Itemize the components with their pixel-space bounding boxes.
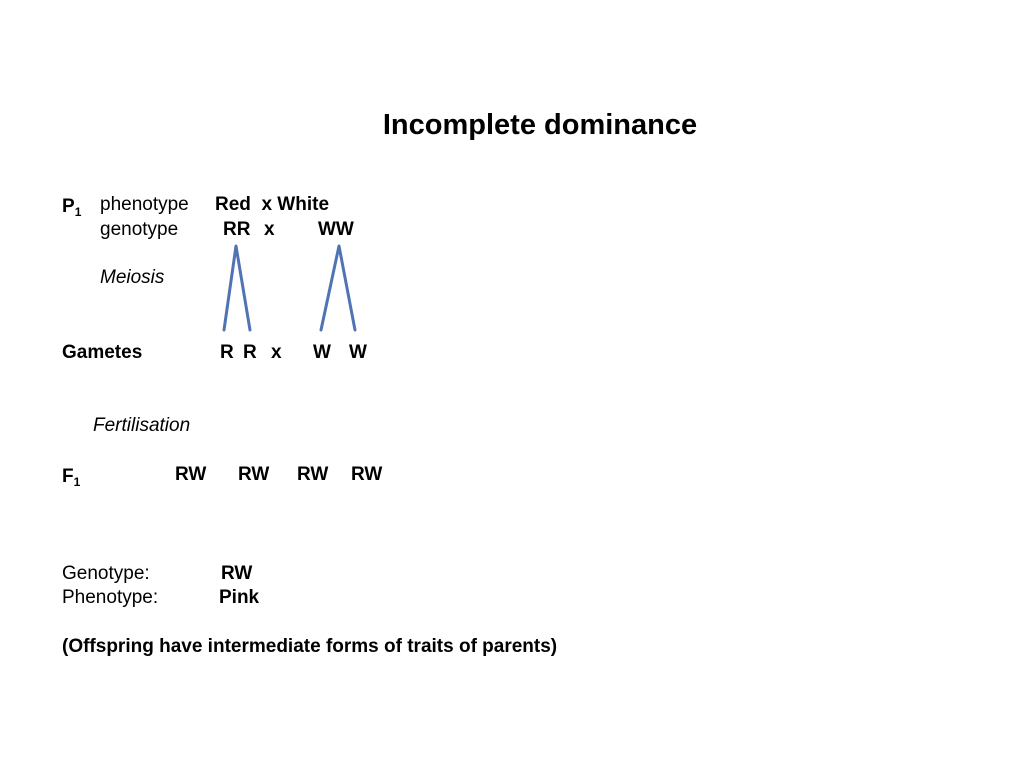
gamete-r2: R	[243, 342, 257, 363]
offspring-2: RW	[238, 464, 270, 485]
p1-subscript: 1	[74, 205, 82, 219]
meiosis-label: Meiosis	[100, 267, 165, 288]
summary-genotype-label: Genotype:	[62, 563, 150, 584]
genotype-cross: x	[264, 219, 275, 240]
gamete-w1: W	[313, 342, 331, 363]
summary-phenotype-value: Pink	[219, 587, 260, 608]
gametes-label: Gametes	[62, 342, 143, 363]
offspring-1: RW	[175, 464, 207, 485]
f1-label: $F_1$	[62, 466, 81, 489]
gamete-w2: W	[349, 342, 367, 363]
slide-title: Incomplete dominance	[382, 109, 698, 141]
genotype-right: WW	[318, 219, 354, 240]
summary-phenotype-label: Phenotype:	[62, 587, 159, 608]
genotype-label: genotype	[100, 219, 179, 240]
fertilisation-label: Fertilisation	[93, 415, 191, 436]
offspring-note: (Offspring have intermediate forms of traits of parents)	[62, 636, 558, 657]
meiosis-arrow-right	[321, 246, 355, 330]
p1-label: $P_1$	[62, 196, 82, 219]
f1-subscript: 1	[73, 475, 81, 489]
gamete-r1: R	[220, 342, 234, 363]
summary-genotype-value: RW	[221, 563, 253, 584]
parent-phenotypes: Red x White	[215, 194, 330, 215]
offspring-3: RW	[297, 464, 329, 485]
genotype-left: RR	[223, 219, 251, 240]
gametes-cross: x	[271, 342, 282, 363]
meiosis-arrow-left	[224, 246, 250, 330]
offspring-4: RW	[351, 464, 383, 485]
phenotype-label: phenotype	[100, 194, 189, 215]
